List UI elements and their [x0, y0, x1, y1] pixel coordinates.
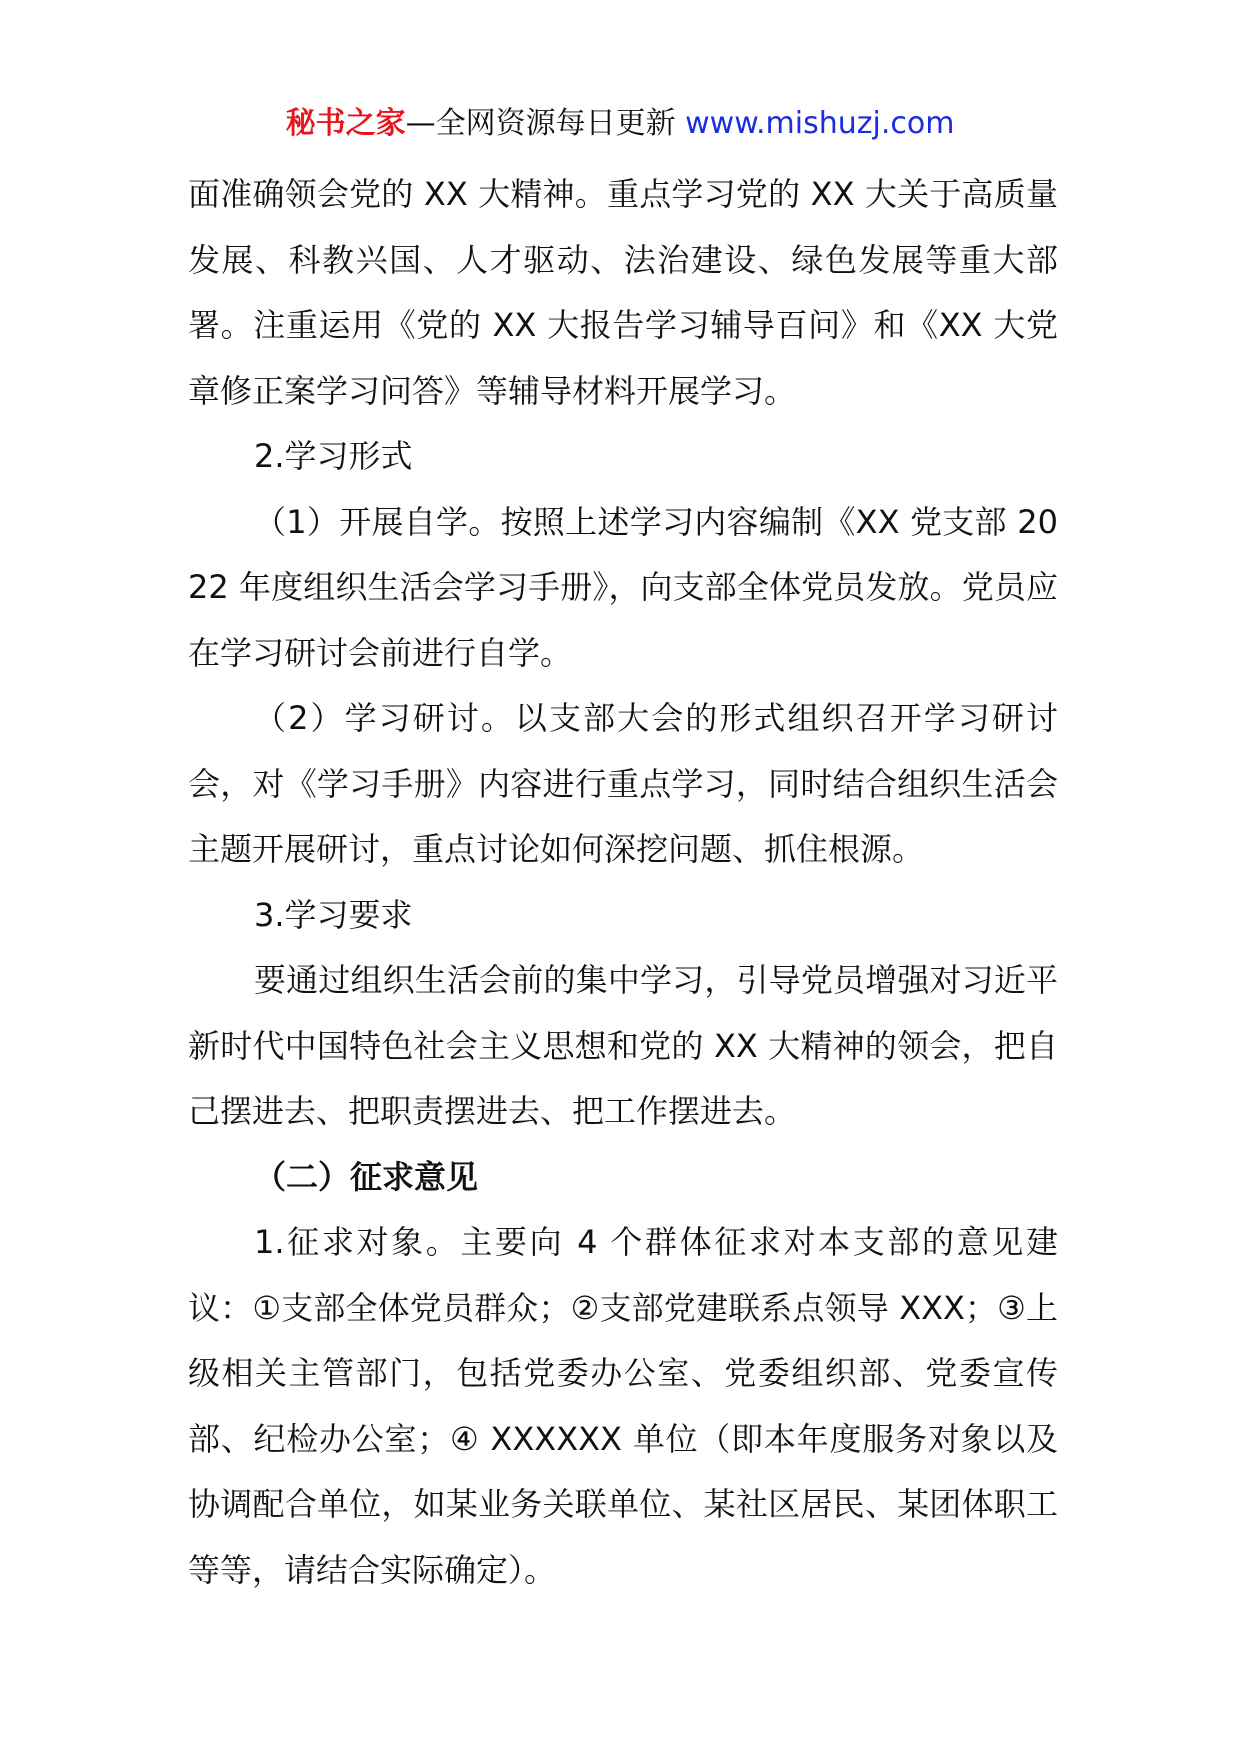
paragraph-solicit-targets: 1.征求对象。主要向 4 个群体征求对本支部的意见建议：①支部全体党员群众；②支部党建联系点领导 XXX；③上级相关主管部门，包括党委办公室、党委组织部、党委宣传部、纪检办公室；④ XXXXXX 单位（即本年度服务对象以及协调配合单位，如某业务关联单位、某社区居民、某团体职工等等，请结合实际确定）。 — [188, 1223, 1058, 1589]
section-heading-solicit-opinions: （二）征求意见 — [254, 1157, 479, 1196]
site-tagline: —全网资源每日更新 — [405, 106, 676, 141]
site-brand: 秘书之家 — [285, 106, 406, 141]
paragraph-requirements: 要通过组织生活会前的集中学习，引导党员增强对习近平新时代中国特色社会主义思想和党的 XX 大精神的领会，把自己摆进去、把职责摆进去、把工作摆进去。 — [188, 961, 1058, 1130]
document-body — [188, 162, 1058, 1603]
site-url-link[interactable]: www.mishuzj.com — [685, 106, 955, 141]
paragraph-self-study: （1）开展自学。按照上述学习内容编制《XX 党支部 2022 年度组织生活会学习手册》，向支部全体党员发放。党员应在学习研讨会前进行自学。 — [188, 502, 1058, 672]
subheading-study-format: 2.学习形式 — [254, 437, 413, 475]
site-header — [0, 100, 1240, 148]
paragraph-continuation: 面准确领会党的 XX 大精神。重点学习党的 XX 大关于高质量发展、科教兴国、人才驱动、法治建设、绿色发展等重大部署。注重运用《党的 XX 大报告学习辅导百问》和《XX 大党章修正案学习问答》等辅导材料开展学习。 — [188, 175, 1058, 410]
paragraph-study-discussion: （2）学习研讨。以支部大会的形式组织召开学习研讨会，对《学习手册》内容进行重点学习，同时结合组织生活会主题开展研讨，重点讨论如何深挖问题、抓住根源。 — [188, 699, 1058, 868]
subheading-study-requirements: 3.学习要求 — [254, 895, 413, 934]
